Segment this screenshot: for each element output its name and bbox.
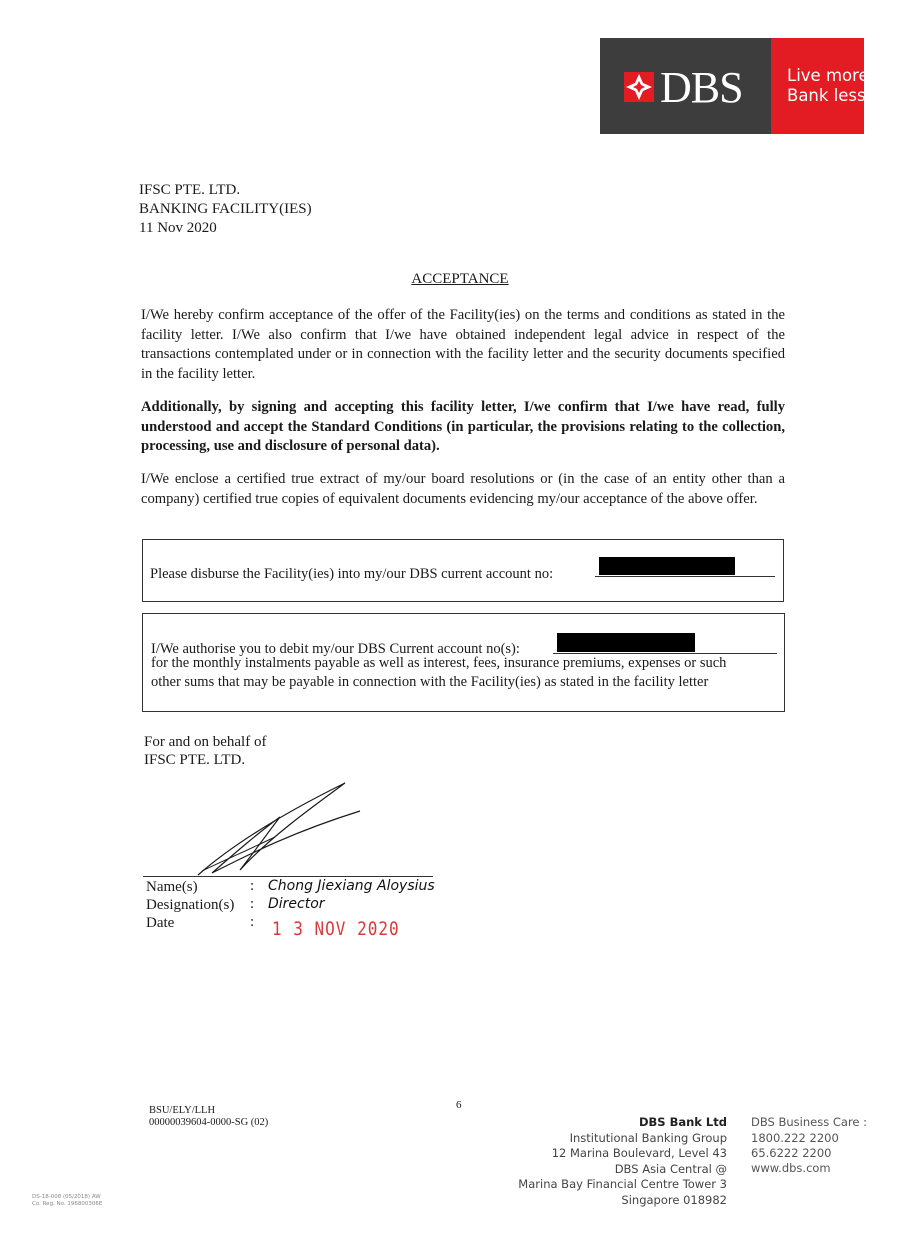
bank-name: DBS Bank Ltd bbox=[638, 1115, 727, 1129]
business-care-title: DBS Business Care : bbox=[751, 1115, 868, 1129]
disburse-box bbox=[142, 539, 784, 602]
reference-line1: BSU/ELY/LLH bbox=[149, 1105, 216, 1116]
tagline-banner bbox=[771, 38, 874, 134]
business-care-phone1: 1800.222 2200 bbox=[751, 1130, 839, 1145]
debit-text-line2: for the monthly instalments payable as well as interest, fees, insurance premiums, expenses or such bbox=[151, 655, 727, 671]
bank-address bbox=[480, 1115, 727, 1208]
redacted-debit-account-number bbox=[557, 633, 695, 652]
tagline-line1: Live more, bbox=[787, 66, 874, 85]
form-code: DS-18-008 (05/2018) AW bbox=[32, 1194, 101, 1200]
redacted-account-number bbox=[599, 557, 735, 575]
dbs-star-icon bbox=[624, 72, 654, 102]
date-stamp: 1 3 NOV 2020 bbox=[272, 917, 400, 940]
name-colon: : bbox=[250, 878, 255, 894]
behalf-line1: For and on behalf of bbox=[144, 734, 267, 750]
standard-conditions-paragraph: Additionally, by signing and accepting this facility letter, I/we confirm that I/we have read, fully understood and accept the Standard Conditions (in particular, the provisions relating to the collection, processing, use and disclosure of personal data). bbox=[141, 399, 785, 454]
designation-colon: : bbox=[250, 896, 255, 912]
signatory-name: Chong Jiexiang Aloysius bbox=[268, 878, 435, 894]
company-registration: Co. Reg. No. 196800306E bbox=[32, 1201, 103, 1207]
address-line4: Marina Bay Financial Centre Tower 3 bbox=[518, 1177, 727, 1191]
dbs-wordmark: DBS bbox=[660, 63, 743, 112]
business-care bbox=[751, 1115, 868, 1162]
page-number: 6 bbox=[456, 1099, 462, 1111]
acceptance-heading: ACCEPTANCE bbox=[411, 271, 509, 287]
address-line5: Singapore 018982 bbox=[621, 1192, 727, 1207]
signature-line bbox=[143, 876, 433, 877]
board-resolution-paragraph: I/We enclose a certified true extract of my/our board resolutions or (in the case of an entity other than a company) certified true copies of equivalent documents evidencing my/our acceptance of the above offer. bbox=[141, 471, 785, 507]
date-label: Date bbox=[146, 915, 175, 931]
date-colon: : bbox=[250, 914, 255, 930]
disburse-text: Please disburse the Facility(ies) into my/our DBS current account no: bbox=[150, 566, 554, 582]
company-name: IFSC PTE. LTD. bbox=[139, 182, 241, 198]
debit-authorisation-box bbox=[142, 613, 785, 712]
address-line3: DBS Asia Central @ bbox=[614, 1161, 727, 1176]
handwritten-signature bbox=[140, 775, 380, 885]
address-line1: Institutional Banking Group bbox=[569, 1130, 727, 1145]
disburse-account-line bbox=[595, 575, 775, 577]
debit-text-line3: other sums that may be payable in connection with the Facility(ies) as stated in the facility letter bbox=[151, 674, 709, 690]
designation-label: Designation(s) bbox=[146, 897, 235, 913]
reference-line2: 00000039604-0000-SG (02) bbox=[149, 1117, 269, 1128]
name-label: Name(s) bbox=[146, 879, 198, 895]
address-line2: 12 Marina Boulevard, Level 43 bbox=[551, 1146, 727, 1160]
acceptance-paragraph: I/We hereby confirm acceptance of the offer of the Facility(ies) on the terms and conditions as stated in the facility letter. I/We also confirm that I/we have obtained independent legal advice in respect of the transactions contemplated under or in connection with the facility letter and the security documents specified in the facility letter. bbox=[141, 307, 785, 382]
website: www.dbs.com bbox=[751, 1161, 831, 1175]
tagline-line2: Bank less bbox=[787, 86, 866, 105]
letter-date: 11 Nov 2020 bbox=[139, 220, 217, 236]
behalf-line2: IFSC PTE. LTD. bbox=[144, 752, 246, 768]
signatory-designation: Director bbox=[268, 896, 325, 912]
letter-subject: BANKING FACILITY(IES) bbox=[139, 201, 312, 217]
business-care-phone2: 65.6222 2200 bbox=[751, 1146, 832, 1160]
debit-text-line1: I/We authorise you to debit my/our DBS Current account no(s): bbox=[151, 641, 520, 657]
dbs-logo bbox=[600, 38, 771, 134]
